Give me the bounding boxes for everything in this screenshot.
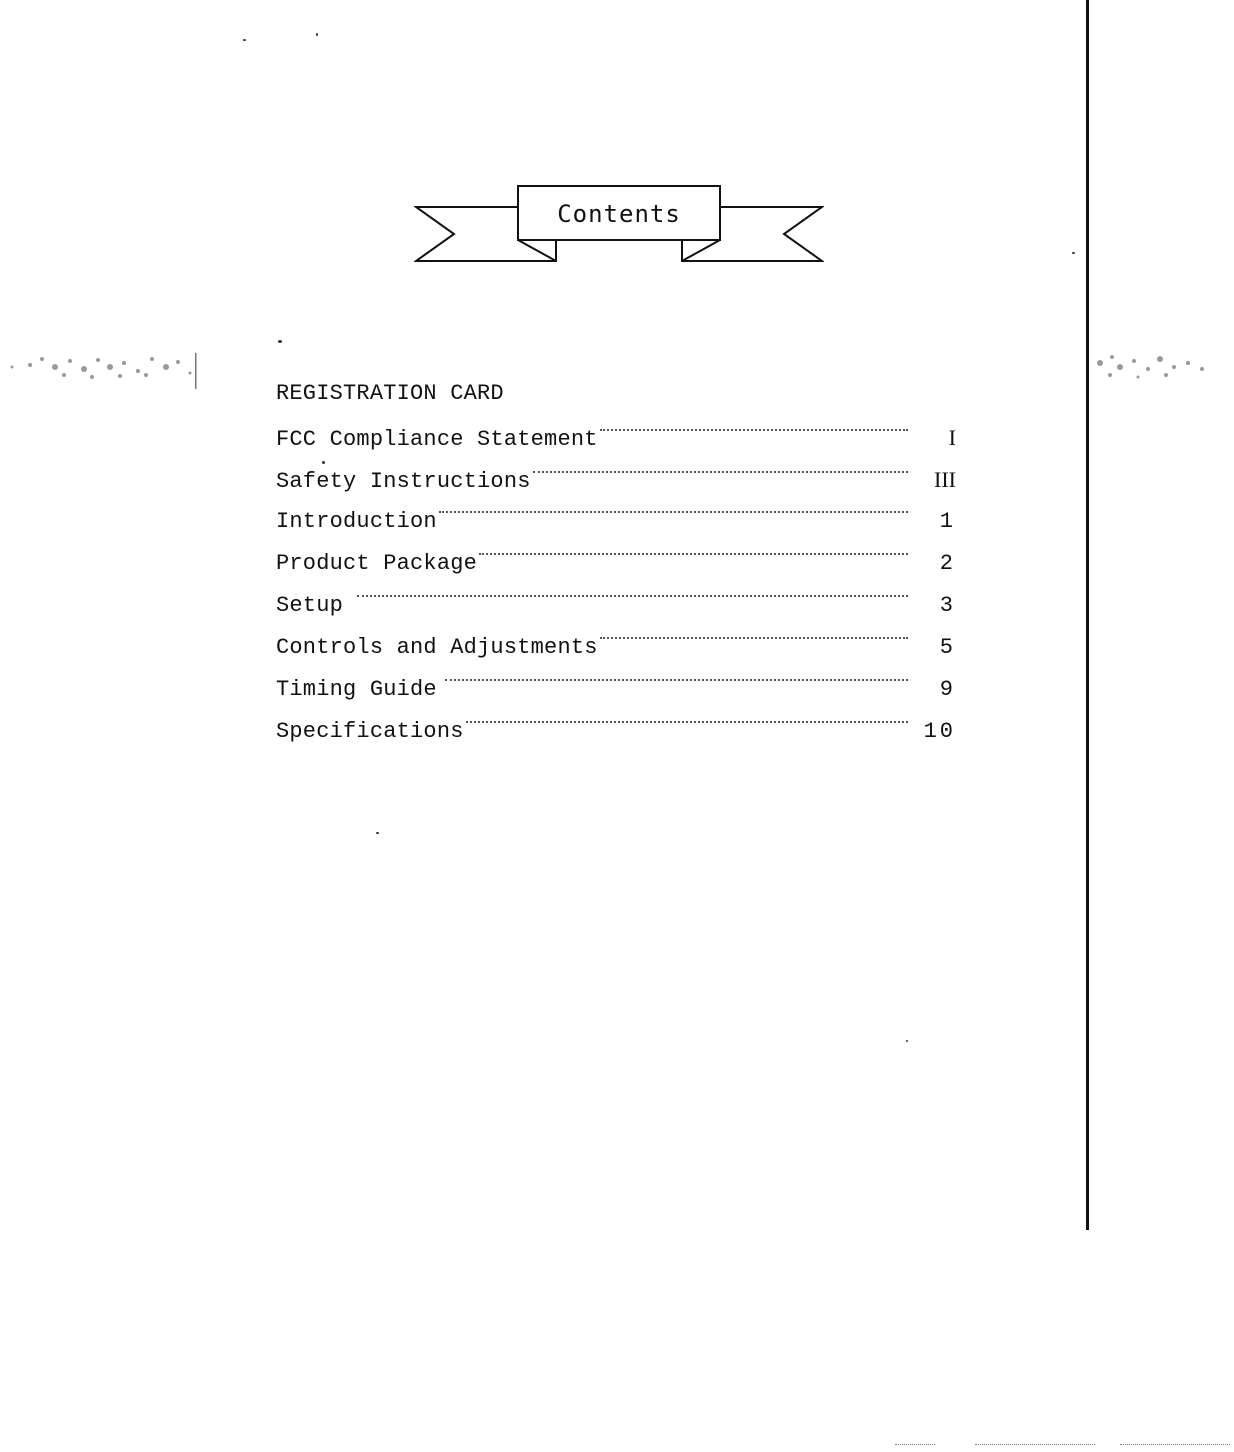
toc-entry-product-package[interactable] <box>276 543 956 585</box>
toc-dot-leader <box>479 553 908 555</box>
toc-entry-specifications[interactable] <box>276 711 956 753</box>
toc-entry-setup[interactable] <box>276 585 956 627</box>
bottom-dotted-mark <box>975 1444 1095 1445</box>
toc-entry-page: I <box>948 425 956 450</box>
toc-entry-safety-instructions[interactable] <box>276 459 956 501</box>
toc-entry-controls-adjustments[interactable] <box>276 627 956 669</box>
scan-speck <box>906 1040 908 1042</box>
toc-dot-leader <box>600 429 908 431</box>
toc-dot-leader <box>445 679 908 681</box>
toc-dot-leader <box>439 511 908 513</box>
scan-smudge-left <box>0 345 205 393</box>
toc-entry-introduction[interactable] <box>276 501 956 543</box>
scan-speck <box>278 340 282 343</box>
toc-entry-page: 10 <box>923 719 956 744</box>
toc-entry-fcc-compliance[interactable] <box>276 417 956 459</box>
toc-entry-page: 9 <box>939 677 956 702</box>
toc-heading: REGISTRATION CARD <box>276 381 504 406</box>
toc-entry-label: Introduction <box>276 509 437 534</box>
right-margin-line <box>1086 0 1089 1230</box>
toc-entry-label: Timing Guide <box>276 677 437 702</box>
toc-entry-label: Safety Instructions <box>276 469 531 494</box>
scan-speck <box>376 832 379 834</box>
scan-smudge-right <box>1090 345 1220 390</box>
table-of-contents <box>276 376 956 753</box>
bottom-dotted-mark <box>1120 1444 1230 1445</box>
scan-speck <box>243 39 246 41</box>
toc-entry-page: 3 <box>939 593 956 618</box>
toc-entry-timing-guide[interactable] <box>276 669 956 711</box>
toc-dot-leader <box>357 595 908 597</box>
scan-speck <box>316 33 318 36</box>
toc-entry-label: Controls and Adjustments <box>276 635 598 660</box>
contents-banner <box>414 184 824 264</box>
toc-dot-leader <box>466 721 908 723</box>
banner-title: Contents <box>557 200 681 228</box>
toc-entry-label: Setup <box>276 593 344 618</box>
toc-entry-label: FCC Compliance Statement <box>276 427 598 452</box>
toc-entry-page: 2 <box>939 551 956 576</box>
bottom-dotted-mark <box>895 1444 935 1445</box>
toc-entry-label: Product Package <box>276 551 478 576</box>
toc-dot-leader <box>533 471 908 473</box>
toc-entry-page: III <box>934 467 956 492</box>
toc-dot-leader <box>600 637 908 639</box>
scan-speck <box>1072 252 1075 254</box>
toc-entry-page: 1 <box>939 509 956 534</box>
toc-entry-page: 5 <box>939 635 956 660</box>
toc-list <box>276 417 956 753</box>
toc-entry-label: Specifications <box>276 719 464 744</box>
